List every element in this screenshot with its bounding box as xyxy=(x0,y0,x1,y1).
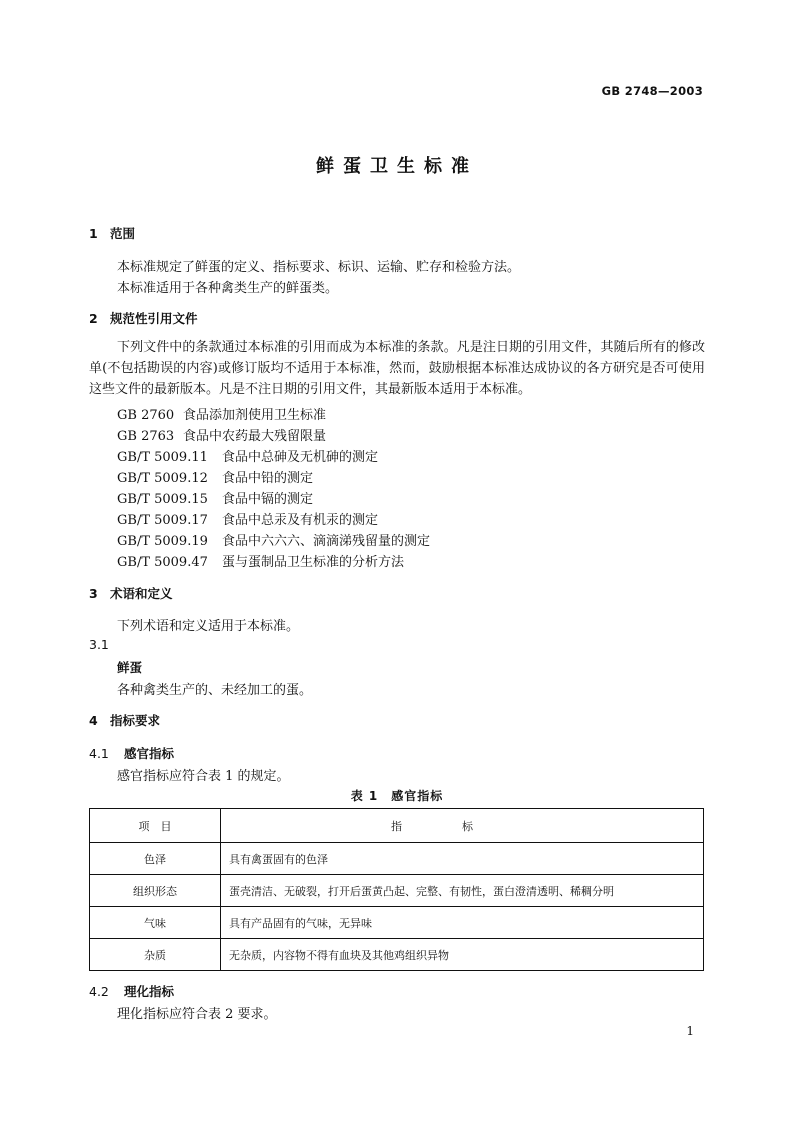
section-number: 4 xyxy=(89,713,98,728)
table-row xyxy=(90,843,704,875)
reference-item xyxy=(117,404,326,423)
reference-name: 蛋与蛋制品卫生标准的分析方法 xyxy=(222,555,405,570)
page-number: 1 xyxy=(686,1024,694,1038)
table-header-requirement: 指标 xyxy=(221,809,704,843)
reference-code: GB/T 5009.11 xyxy=(117,450,208,465)
table-row xyxy=(90,907,704,939)
table-caption: 表 1 感官指标 xyxy=(350,789,444,803)
reference-code: GB/T 5009.15 xyxy=(117,492,208,507)
subsection-number: 4.1 xyxy=(89,746,109,761)
reference-code: GB/T 5009.12 xyxy=(117,471,208,486)
section-label: 指标要求 xyxy=(110,713,161,728)
table-cell-requirement: 具有禽蛋固有的色泽 xyxy=(221,843,704,875)
paragraph: 本标准规定了鲜蛋的定义、指标要求、标识、运输、贮存和检验方法。 xyxy=(117,260,521,275)
section-heading-normative-references xyxy=(89,309,198,327)
reference-name: 食品中镉的测定 xyxy=(222,492,314,507)
subsection-label: 感官指标 xyxy=(124,746,175,761)
reference-name: 食品中总砷及无机砷的测定 xyxy=(222,450,379,465)
section-label: 范围 xyxy=(110,226,136,241)
reference-item xyxy=(117,425,326,444)
table-cell-requirement: 无杂质，内容物不得有血块及其他鸡组织异物 xyxy=(221,939,704,971)
paragraph: 理化指标应符合表 2 要求。 xyxy=(117,1007,277,1022)
subsection-heading-sensory xyxy=(89,744,174,762)
section-heading-requirements xyxy=(89,711,160,729)
reference-name: 食品中总汞及有机汞的测定 xyxy=(222,513,379,528)
reference-code: GB/T 5009.19 xyxy=(117,534,208,549)
section-heading-terms xyxy=(89,584,173,602)
section-number: 3 xyxy=(89,586,98,601)
table-row xyxy=(90,875,704,907)
reference-item xyxy=(117,467,313,486)
section-number: 2 xyxy=(89,311,98,326)
table-cell-item: 色泽 xyxy=(90,843,221,875)
subsection-number: 3.1 xyxy=(89,637,109,652)
document-title: 鲜蛋卫生标准 xyxy=(316,156,478,177)
table-header-item: 项 目 xyxy=(90,809,221,843)
table-cell-requirement: 具有产品固有的气味，无异味 xyxy=(221,907,704,939)
reference-code: GB/T 5009.17 xyxy=(117,513,208,528)
paragraph-intro: 下列文件中的条款通过本标准的引用而成为本标准的条款。凡是注日期的引用文件，其随后所有的修改单(不包括勘误的内容)或修订版均不适用于本标准，然而，鼓励根据本标准达成协议的各方研究是否可使用这些文件的最新版本。凡是不注日期的引用文件，其最新版本适用于本标准。 xyxy=(89,340,705,397)
term-name: 鲜蛋 xyxy=(117,660,143,675)
reference-name: 食品中农药最大残留限量 xyxy=(183,429,327,444)
table-cell-item: 气味 xyxy=(90,907,221,939)
paragraph: 下列术语和定义适用于本标准。 xyxy=(117,619,300,634)
reference-item xyxy=(117,509,378,528)
reference-code: GB 2763 xyxy=(117,429,175,444)
section-label: 规范性引用文件 xyxy=(110,311,198,326)
table-cell-item: 杂质 xyxy=(90,939,221,971)
paragraph: 本标准适用于各种禽类生产的鲜蛋类。 xyxy=(117,281,339,296)
reference-item xyxy=(117,488,313,507)
subsection-number: 4.2 xyxy=(89,984,109,999)
section-number: 1 xyxy=(89,226,98,241)
reference-name: 食品中铅的测定 xyxy=(222,471,314,486)
term-definition: 各种禽类生产的、未经加工的蛋。 xyxy=(117,683,313,698)
reference-item xyxy=(117,551,404,570)
table-cell-item: 组织形态 xyxy=(90,875,221,907)
section-heading-scope xyxy=(89,224,135,242)
reference-code: GB 2760 xyxy=(117,408,175,423)
reference-item xyxy=(117,446,378,465)
subsection-heading-physicochemical xyxy=(89,982,174,1000)
reference-name: 食品添加剂使用卫生标准 xyxy=(183,408,327,423)
table-cell-requirement: 蛋壳清洁、无破裂，打开后蛋黄凸起、完整、有韧性，蛋白澄清透明、稀稠分明 xyxy=(221,875,704,907)
standard-code: GB 2748—2003 xyxy=(601,84,703,98)
table-header-row xyxy=(90,809,704,843)
reference-code: GB/T 5009.47 xyxy=(117,555,208,570)
table-row xyxy=(90,939,704,971)
section-label: 术语和定义 xyxy=(110,586,173,601)
sensory-table xyxy=(89,808,704,971)
subsection-label: 理化指标 xyxy=(124,984,175,999)
reference-item xyxy=(117,530,430,549)
paragraph: 感官指标应符合表 1 的规定。 xyxy=(117,769,290,784)
reference-name: 食品中六六六、滴滴涕残留量的测定 xyxy=(222,534,431,549)
